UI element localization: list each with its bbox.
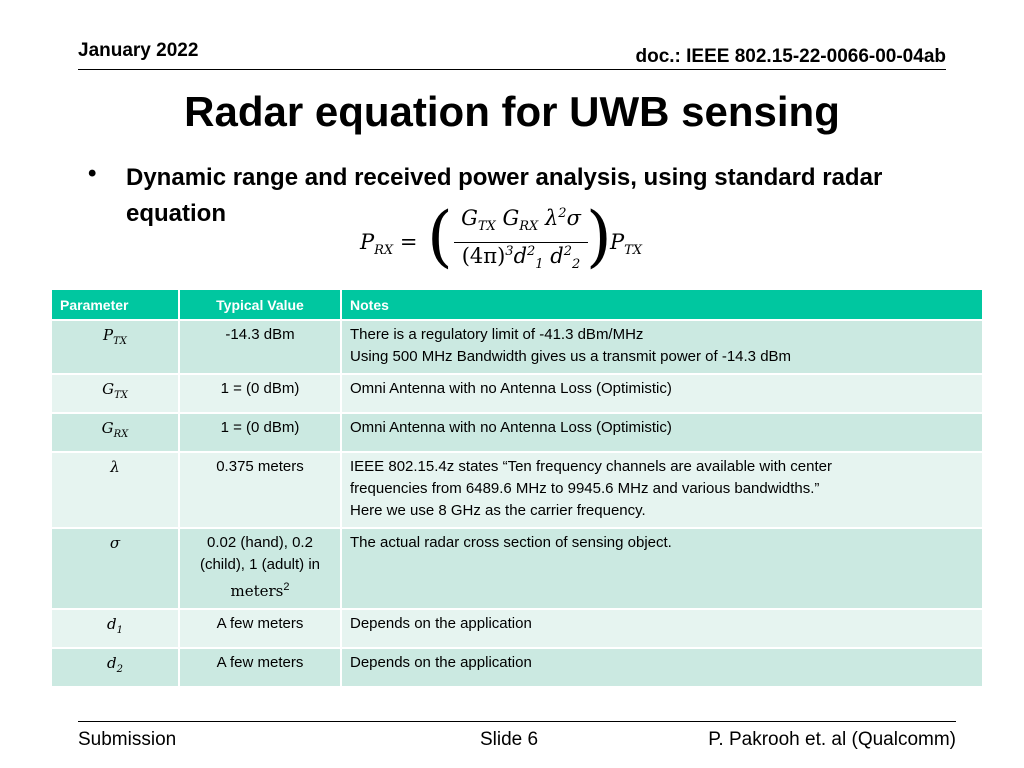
note-line: Depends on the application [350, 615, 532, 632]
typical-value-cell [179, 648, 341, 687]
typical-value-unit: meters [230, 582, 284, 600]
table-row [51, 452, 983, 528]
notes-cell [341, 374, 983, 413]
notes-cell [341, 528, 983, 609]
equation-rhs: $P_{TX}$ [610, 230, 643, 259]
typical-value-unit-exponent: 2 [283, 581, 290, 593]
notes-cell [341, 452, 983, 528]
parameter-symbol: λ [110, 458, 120, 476]
table-row [51, 374, 983, 413]
parameter-cell [51, 452, 179, 528]
table-row [51, 648, 983, 687]
note-line: Depends on the application [350, 654, 532, 671]
parameter-cell [51, 374, 179, 413]
footer-slide-number: Slide 6 [480, 729, 539, 750]
typical-value: 0.375 meters [216, 458, 304, 475]
bullet-marker: • [88, 160, 97, 187]
slide-title: Radar equation for UWB sensing [184, 88, 840, 135]
parameter-symbol: d [107, 654, 117, 672]
parameter-cell [51, 320, 179, 374]
parameter-symbol: σ [109, 534, 121, 552]
typical-value-cell [179, 528, 341, 609]
parameter-subscript: TX [113, 336, 127, 347]
parameter-subscript: TX [114, 390, 128, 401]
note-line: The actual radar cross section of sensing object. [350, 534, 672, 551]
parameter-cell [51, 609, 179, 648]
parameter-cell [51, 528, 179, 609]
typical-value-cell [179, 320, 341, 374]
parameter-subscript: 1 [116, 625, 123, 636]
column-header-typical-value: Typical Value [179, 289, 341, 320]
parameter-subscript: RX [113, 429, 129, 440]
parameter-cell [51, 413, 179, 452]
footer-divider [78, 721, 956, 722]
equation-paren-left: ( [427, 198, 453, 275]
table-body [51, 320, 983, 687]
parameter-subscript: 2 [116, 664, 123, 675]
note-line: Omni Antenna with no Antenna Loss (Optimistic) [350, 380, 672, 397]
parameter-symbol: G [102, 380, 115, 398]
typical-value-cell [179, 413, 341, 452]
typical-value-cell [179, 452, 341, 528]
column-header-parameter: Parameter [51, 289, 179, 320]
header-divider [78, 69, 946, 70]
header-doc-id: doc.: IEEE 802.15-22-0066-00-04ab [635, 46, 946, 67]
typical-value: 1 = (0 dBm) [220, 380, 300, 397]
notes-cell [341, 648, 983, 687]
header-date: January 2022 [78, 40, 199, 61]
equation-numerator: $G_{TX}$ $G_{RX}$ $\lambda^2\sigma$ [461, 206, 581, 235]
note-line: IEEE 802.15.4z states “Ten frequency channels are available with center [350, 458, 832, 475]
parameter-symbol: d [107, 615, 117, 633]
parameter-symbol: P [103, 326, 114, 344]
notes-cell [341, 320, 983, 374]
table-row [51, 528, 983, 609]
notes-cell [341, 609, 983, 648]
parameter-cell [51, 648, 179, 687]
typical-value: A few meters [216, 615, 304, 632]
typical-value: 1 = (0 dBm) [220, 419, 300, 436]
typical-value-cell [179, 609, 341, 648]
equation-fraction-bar [454, 242, 588, 243]
notes-cell [341, 413, 983, 452]
bullet-text: Dynamic range and received power analysis, using standard radar equation [126, 164, 883, 227]
radar-equation [360, 198, 680, 280]
note-line: Omni Antenna with no Antenna Loss (Optimistic) [350, 419, 672, 436]
parameter-symbol: G [101, 419, 114, 437]
note-line: Using 500 MHz Bandwidth gives us a transmit power of -14.3 dBm [350, 348, 792, 365]
note-line: Here we use 8 GHz as the carrier frequency. [350, 502, 646, 519]
table-row [51, 609, 983, 648]
note-line: There is a regulatory limit of -41.3 dBm/MHz [350, 326, 644, 343]
table-row [51, 413, 983, 452]
equation-denominator: $(4\pi)^3d^2_1$ $d^2_2$ [461, 244, 581, 273]
equation-lhs: $P_{RX}$ = [360, 230, 418, 259]
footer-author: P. Pakrooh et. al (Qualcomm) [708, 729, 956, 750]
typical-value-cell [179, 374, 341, 413]
parameters-table [50, 288, 984, 688]
note-line: frequencies from 6489.6 MHz to 9945.6 MHz and various bandwidths.” [350, 480, 820, 497]
typical-value: 0.02 (hand), 0.2 (child), 1 (adult) in [199, 534, 321, 573]
table-header-row [51, 289, 983, 320]
typical-value: -14.3 dBm [225, 326, 295, 343]
footer-submission: Submission [78, 729, 177, 750]
equation-paren-right: ) [586, 198, 612, 275]
table-row [51, 320, 983, 374]
typical-value: A few meters [216, 654, 304, 671]
column-header-notes: Notes [341, 289, 983, 320]
